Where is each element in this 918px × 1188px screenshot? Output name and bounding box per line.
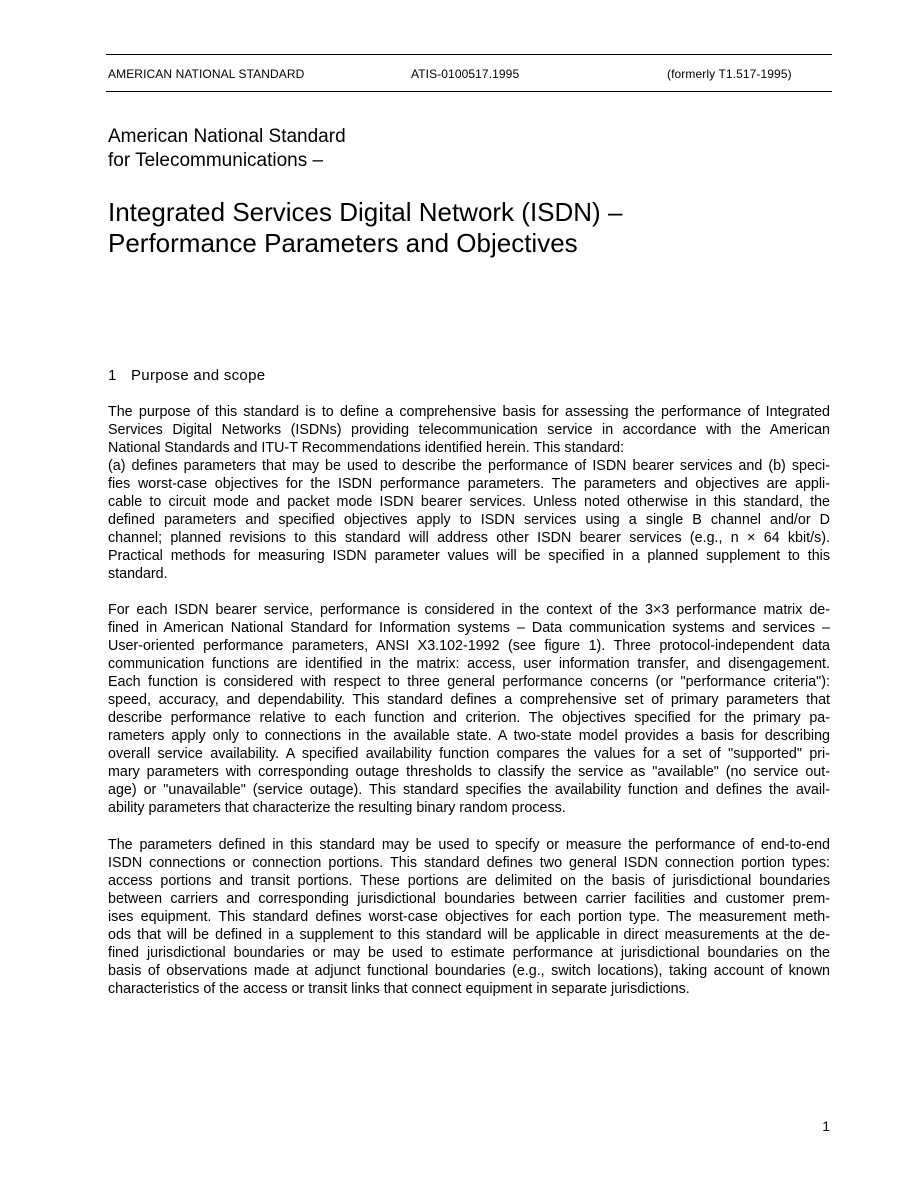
paragraph-line: Practical methods for measuring ISDN parameter values will be specified in a planned supplement to this <box>108 548 830 564</box>
paragraph-line: Services Digital Networks (ISDNs) providing telecommunication service in accordance with the American <box>108 422 830 438</box>
page-number: 1 <box>822 1118 830 1134</box>
paragraph-line: describe performance relative to each function and criterion. The objectives specified for the primary pa- <box>108 710 830 726</box>
paragraph-line: rameters apply only to connections in the available state. A two-state model provides a basis for describing <box>108 728 830 744</box>
paragraph-line: standard. <box>108 566 168 582</box>
paragraph-line: The parameters defined in this standard may be used to specify or measure the performance of end-to-end <box>108 837 830 853</box>
paragraph-line: Each function is considered with respect to three general performance concerns (or "performance criteria"): <box>108 674 830 690</box>
running-header <box>108 66 830 82</box>
document-series-line-2: for Telecommunications – <box>108 150 324 171</box>
document-series-line-1: American National Standard <box>108 126 346 147</box>
paragraph-line: channel; planned revisions to this standard will address other ISDN bearer services (e.g., n × 64 kbit/s). <box>108 530 830 546</box>
paragraph-line: between carriers and corresponding jurisdictional boundaries between carrier facilities and customer prem- <box>108 891 830 907</box>
paragraph-line: User-oriented performance parameters, ANSI X3.102-1992 (see figure 1). Three protocol-independent data <box>108 638 830 654</box>
paragraph-line: ability parameters that characterize the resulting binary random process. <box>108 800 566 816</box>
paragraph-line: National Standards and ITU-T Recommendations identified herein. This standard: <box>108 440 625 456</box>
paragraph-line: fined jurisdictional boundaries or may be used to estimate performance at jurisdictional boundaries on the <box>108 945 830 961</box>
section-number: 1 <box>108 367 117 384</box>
header-bottom-rule <box>106 91 832 92</box>
paragraph-line: The purpose of this standard is to define a comprehensive basis for assessing the performance of Integrated <box>108 404 830 420</box>
paragraph-connection-portions <box>108 836 830 998</box>
paragraph-line: overall service availability. A specified availability function compares the values for a set of "supported" pri- <box>108 746 830 762</box>
paragraph-line: ISDN connections or connection portions. This standard defines two general ISDN connection portion types: <box>108 855 830 871</box>
document-title-line-1: Integrated Services Digital Network (ISDN) – <box>108 197 623 227</box>
document-series-heading <box>108 125 346 173</box>
paragraph-line: ises equipment. This standard defines worst-case objectives for each portion type. The measurement meth- <box>108 909 830 925</box>
paragraph-line: speed, accuracy, and dependability. This standard defines a comprehensive set of primary parameters that <box>108 692 830 708</box>
running-header-document-number: ATIS-0100517.1995 <box>411 67 520 81</box>
paragraph-line: age) or "unavailable" (service outage). This standard specifies the availability function and defines the avail- <box>108 782 830 798</box>
running-header-former-designation: (formerly T1.517-1995) <box>667 67 792 81</box>
paragraph-line: fined in American National Standard for Information systems – Data communication systems and services – <box>108 620 830 636</box>
paragraph-performance-matrix <box>108 601 830 817</box>
paragraph-line: basis of observations made at adjunct functional boundaries (e.g., switch locations), taking account of known <box>108 963 830 979</box>
paragraph-line: For each ISDN bearer service, performance is considered in the context of the 3×3 performance matrix de- <box>108 602 830 618</box>
document-title <box>108 197 622 259</box>
paragraph-line: communication functions are identified in the matrix: access, user information transfer, and disengagement. <box>108 656 830 672</box>
paragraph-line: cable to circuit mode and packet mode ISDN bearer services. Unless noted otherwise in this standard, the <box>108 494 830 510</box>
section-title: Purpose and scope <box>131 367 266 384</box>
paragraph-line: mary parameters with corresponding outage thresholds to classify the service as "available" (no service out- <box>108 764 830 780</box>
running-header-standard-type: AMERICAN NATIONAL STANDARD <box>108 67 305 81</box>
paragraph-line: characteristics of the access or transit links that connect equipment in separate jurisdictions. <box>108 981 690 997</box>
paragraph-line: ods that will be defined in a supplement to this standard will be applicable in direct measurements at the de- <box>108 927 830 943</box>
header-top-rule <box>106 54 832 55</box>
document-title-line-2: Performance Parameters and Objectives <box>108 228 578 258</box>
paragraph-line: defined parameters and specified objectives apply to ISDN services using a single B channel and/or D <box>108 512 830 528</box>
section-heading <box>108 366 265 386</box>
paragraph-line: access portions and transit portions. These portions are delimited on the basis of jurisdictional boundaries <box>108 873 830 889</box>
paragraph-line: (a) defines parameters that may be used to describe the performance of ISDN bearer services and (b) speci- <box>108 458 830 474</box>
paragraph-line: fies worst-case objectives for the ISDN performance parameters. The parameters and objectives are appli- <box>108 476 830 492</box>
paragraph-purpose <box>108 403 830 583</box>
